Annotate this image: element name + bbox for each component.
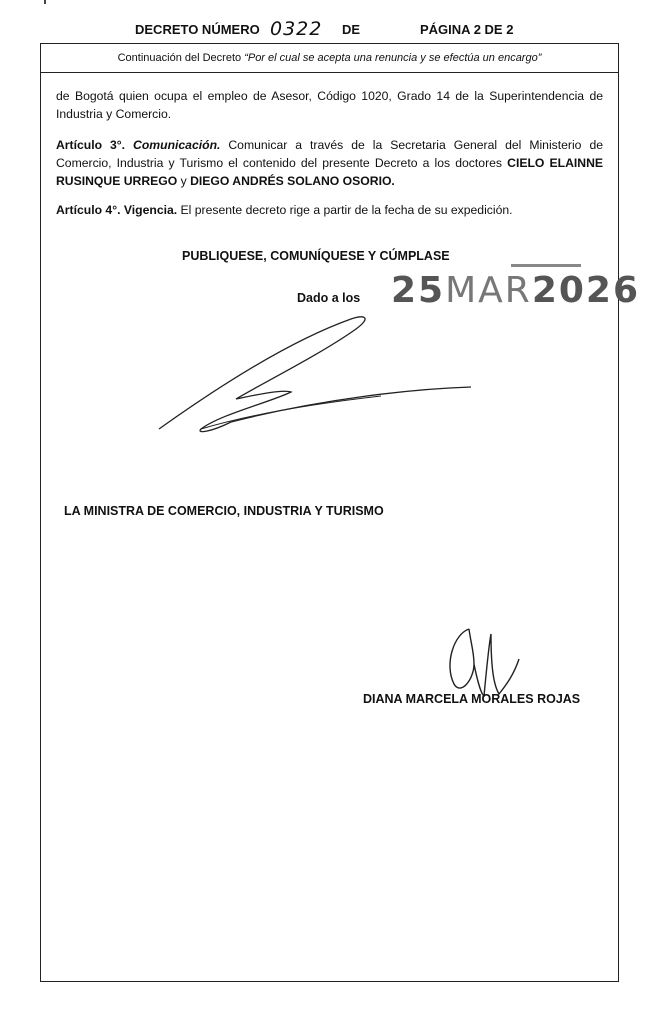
document-frame [40, 43, 641, 982]
person-name-2: DIEGO ANDRÉS SOLANO OSORIO. [190, 174, 395, 188]
scan-mark [44, 0, 46, 4]
article-4-text: El presente decreto rige a partir de la fecha de su expedición. [177, 203, 513, 217]
article-3-title: Comunicación. [133, 138, 221, 152]
article-3-label: Artículo 3°. [56, 138, 126, 152]
decree-title: “Por el cual se acepta una renuncia y se efectúa un encargo” [244, 52, 542, 64]
article-4 [56, 201, 603, 219]
stamp-mark [511, 264, 581, 267]
stamp-year: 2026 [531, 270, 641, 311]
signature-president [141, 304, 481, 444]
continuation-line [41, 44, 618, 73]
given-date-label: Dado a los [297, 291, 361, 305]
article-4-title: Vigencia. [123, 203, 178, 217]
publication-formula: PUBLIQUESE, COMUNÍQUESE Y CÚMPLASE [182, 249, 450, 263]
article-4-label: Artículo 4°. [56, 203, 121, 217]
signatory-role: LA MINISTRA DE COMERCIO, INDUSTRIA Y TURISMO [64, 504, 384, 518]
article-3-text: Comunicar a través de la Secretaria General del Ministerio de Comercio, Industria y Turismo el contenido del presente Decreto a los doctores [56, 138, 603, 170]
continuation-prefix: Continuación del Decreto [117, 52, 245, 64]
stamp-month: MAR [445, 270, 532, 311]
signatory-name: DIANA MARCELA MORALES ROJAS [363, 692, 581, 706]
decree-date-label: DE [342, 22, 361, 37]
conjunction: y [177, 174, 191, 188]
page-indicator: PÁGINA 2 DE 2 [420, 22, 514, 37]
stamp-day: 25 [391, 270, 446, 311]
decree-number-label: DECRETO NÚMERO [135, 22, 260, 37]
person-name-1: CIELO ELAINNE RUSINQUE URREGO [56, 156, 604, 188]
document-header [40, 18, 620, 42]
decree-number: 0322 [270, 18, 323, 40]
paragraph-continuation: de Bogotá quien ocupa el empleo de Asesor, Código 1020, Grado 14 de la Superintendencia de Industria y Comercio. [56, 89, 603, 121]
article-3 [56, 136, 603, 190]
